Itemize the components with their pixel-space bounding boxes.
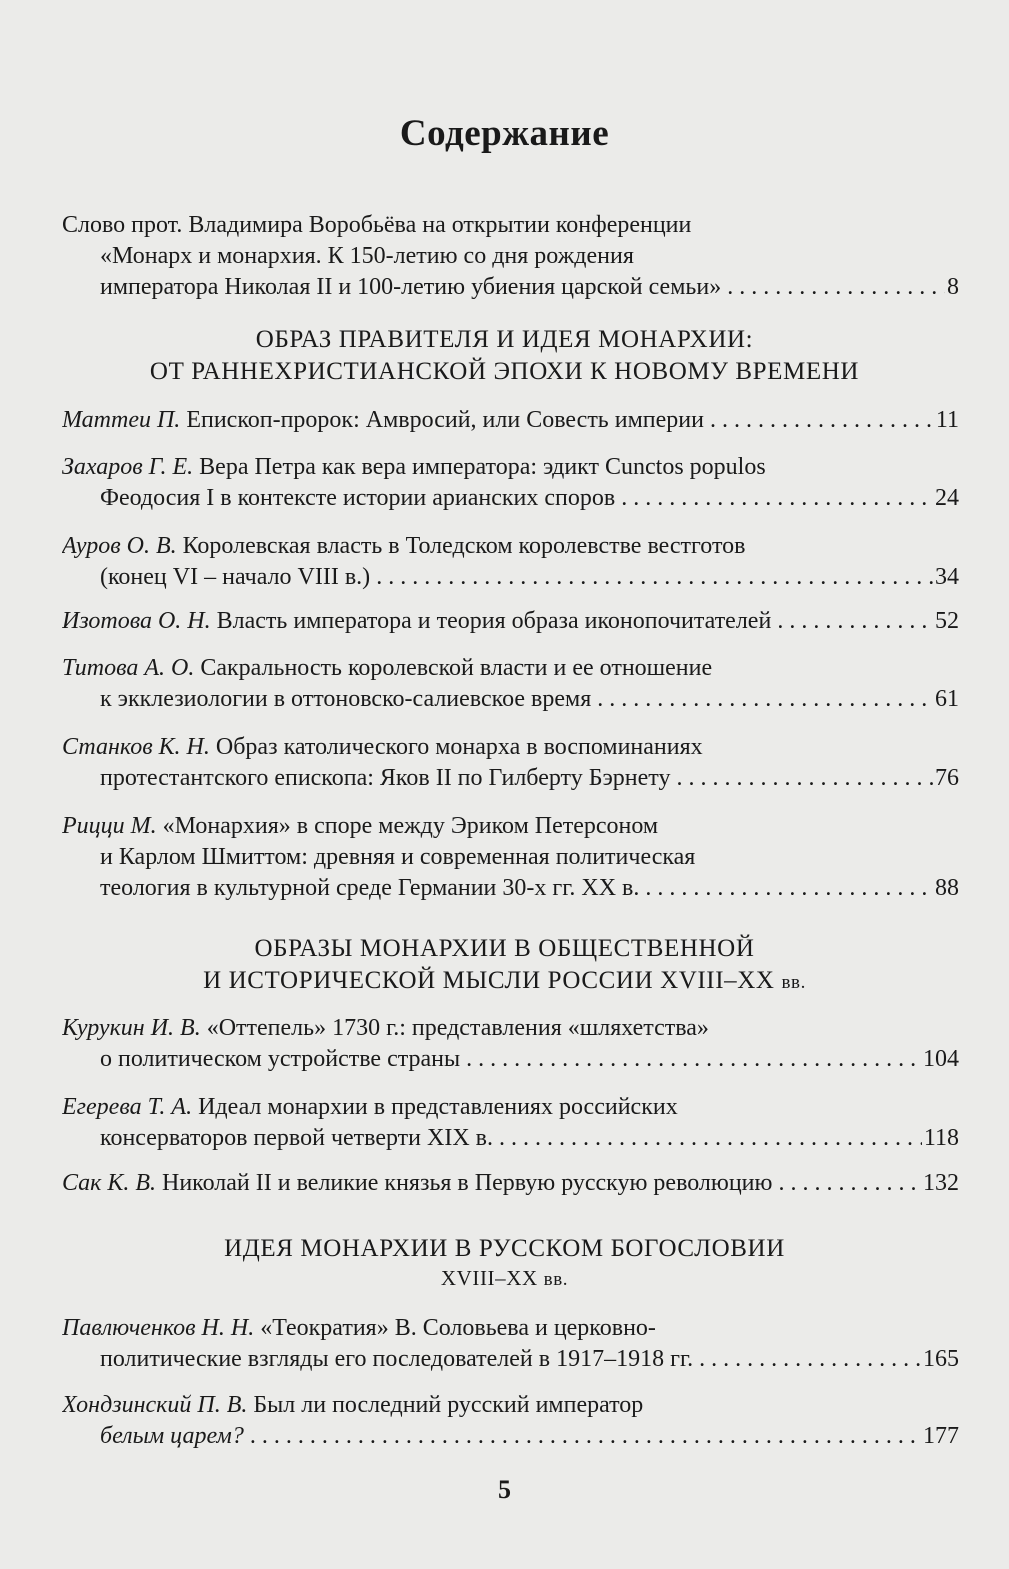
toc-entry — [62, 1168, 959, 1199]
entry-last-line — [62, 763, 959, 794]
dot-leader — [499, 1123, 922, 1154]
entry-last-line — [62, 1344, 959, 1375]
toc-entry — [62, 653, 959, 715]
page-ref: 132 — [923, 1170, 959, 1196]
entry-line: протестантского епископа: Яков II по Гилберту Бэрнету — [100, 765, 671, 791]
toc-entry — [62, 1092, 959, 1154]
entry-author: Захаров Г. Е. — [62, 454, 194, 480]
entry-line: к экклезиологии в оттоновско-салиевское время — [100, 686, 592, 712]
entry-author: Станков К. Н. — [62, 734, 210, 760]
entry-line: Слово прот. Владимира Воробьёва на открытии конференции — [62, 212, 692, 238]
entry-author: Изотова О. Н. — [62, 608, 211, 634]
section-heading-line: И ИСТОРИЧЕСКОЙ МЫСЛИ РОССИИ XVIII–XX — [203, 967, 775, 994]
page-ref: 76 — [935, 765, 959, 791]
toc-entry — [62, 1013, 959, 1075]
section-heading-line: XVIII–XX — [440, 1266, 538, 1290]
page-ref: 34 — [935, 564, 959, 590]
toc-entry — [62, 405, 959, 436]
entry-line: о политическом устройстве страны — [100, 1046, 461, 1072]
entry-last-line — [62, 1168, 959, 1199]
entry-title: Вера Петра как вера императора: эдикт Cunctos populos — [193, 454, 766, 480]
dot-leader — [710, 405, 934, 436]
dot-leader — [376, 562, 933, 593]
toc-entry — [62, 811, 959, 904]
entry-last-line — [62, 562, 959, 593]
dot-leader — [727, 272, 945, 303]
section-heading-line: ИДЕЯ МОНАРХИИ В РУССКОМ БОГОСЛОВИИ — [224, 1235, 785, 1262]
page-title: Содержание — [399, 113, 610, 154]
entry-author: Сак К. В. — [62, 1170, 156, 1196]
toc-entry — [62, 732, 959, 794]
entry-title: Николай II и великие князья в Первую русскую революцию — [156, 1170, 773, 1196]
section-heading-line: ОБРАЗ ПРАВИТЕЛЯ И ИДЕЯ МОНАРХИИ: — [255, 326, 754, 353]
dot-leader — [676, 763, 933, 794]
entry-title: Идеал монархии в представлениях российских — [192, 1094, 678, 1120]
toc-entry — [62, 1390, 959, 1452]
entry-last-line — [62, 1421, 959, 1452]
section-heading-line: ОБРАЗЫ МОНАРХИИ В ОБЩЕСТВЕННОЙ — [254, 935, 755, 962]
entry-last-line — [62, 1044, 959, 1075]
section-heading-suffix: вв. — [543, 1269, 569, 1290]
entry-title: Власть императора и теория образа иконопочитателей — [210, 608, 772, 634]
entry-author: Рицци М. — [62, 813, 157, 839]
entry-title: Королевская власть в Толедском королевстве вестготов — [176, 533, 746, 559]
page-ref: 52 — [935, 608, 959, 634]
page-ref: 8 — [947, 274, 959, 300]
dot-leader — [250, 1421, 921, 1452]
entry-title: Был ли последний русский император — [247, 1392, 644, 1418]
entry-last-line — [62, 873, 959, 904]
page-ref: 118 — [923, 1125, 959, 1151]
entry-author: Маттеи П. — [62, 407, 181, 433]
dot-leader — [466, 1044, 921, 1075]
page-ref: 61 — [935, 686, 959, 712]
entry-line: императора Николая II и 100-летию убиения царской семьи» — [100, 274, 722, 300]
page-number: 5 — [498, 1475, 511, 1504]
entry-last-line — [62, 606, 959, 637]
entry-line: Феодосия I в контексте истории арианских споров — [100, 485, 616, 511]
entry-last-line — [62, 405, 959, 436]
page-ref: 177 — [923, 1423, 959, 1449]
entry-title: «Теократия» В. Соловьева и церковно- — [254, 1315, 656, 1341]
section-heading-1 — [0, 324, 1009, 388]
entry-title: Епископ-пророк: Амвросий, или Совесть империи — [180, 407, 704, 433]
entry-line: политические взгляды его последователей в 1917–1918 гг. — [100, 1346, 694, 1372]
entry-title: «Оттепель» 1730 г.: представления «шляхетства» — [200, 1015, 709, 1041]
entry-line: белым царем? — [100, 1423, 244, 1449]
page-ref: 104 — [923, 1046, 959, 1072]
entry-last-line — [62, 483, 959, 514]
page-ref: 165 — [923, 1346, 959, 1372]
entry-line: (конец VI – начало VIII в.) — [100, 564, 371, 590]
toc-entry — [62, 531, 959, 593]
entry-last-line — [62, 272, 959, 303]
dot-leader — [778, 1168, 921, 1199]
entry-author: Ауров О. В. — [62, 533, 177, 559]
entry-title: Образ католического монарха в воспоминаниях — [209, 734, 703, 760]
entry-author: Хондзинский П. В. — [62, 1392, 248, 1418]
entry-line: консерваторов первой четверти XIX в. — [100, 1125, 493, 1151]
toc-entry — [62, 1313, 959, 1375]
page-ref: 88 — [935, 875, 959, 901]
dot-leader — [621, 483, 933, 514]
entry-line: и Карлом Шмиттом: древняя и современная политическая — [100, 844, 696, 870]
page-ref: 11 — [935, 407, 959, 433]
entry-line: «Монарх и монархия. К 150-летию со дня рождения — [100, 243, 634, 269]
dot-leader — [597, 684, 933, 715]
dot-leader — [645, 873, 933, 904]
entry-author: Павлюченков Н. Н. — [62, 1315, 255, 1341]
section-heading-line: ОТ РАННЕХРИСТИАНСКОЙ ЭПОХИ К НОВОМУ ВРЕМЕНИ — [149, 358, 860, 385]
toc-entry — [62, 452, 959, 514]
section-heading-suffix: вв. — [781, 972, 806, 993]
section-heading-2 — [0, 933, 1009, 999]
toc-entry — [62, 606, 959, 637]
entry-line: теология в культурной среде Германии 30-х гг. XX в. — [100, 875, 640, 901]
toc-entry-intro — [62, 210, 959, 303]
entry-title: Сакральность королевской власти и ее отношение — [194, 655, 713, 681]
entry-last-line — [62, 1123, 959, 1154]
entry-last-line — [62, 684, 959, 715]
entry-title: «Монархия» в споре между Эриком Петерсоном — [156, 813, 659, 839]
dot-leader — [777, 606, 933, 637]
section-heading-3 — [0, 1233, 1009, 1293]
page-ref: 24 — [935, 485, 959, 511]
entry-author: Курукин И. В. — [62, 1015, 201, 1041]
entry-author: Титова А. О. — [62, 655, 195, 681]
entry-author: Егерева Т. А. — [62, 1094, 193, 1120]
dot-leader — [699, 1344, 921, 1375]
